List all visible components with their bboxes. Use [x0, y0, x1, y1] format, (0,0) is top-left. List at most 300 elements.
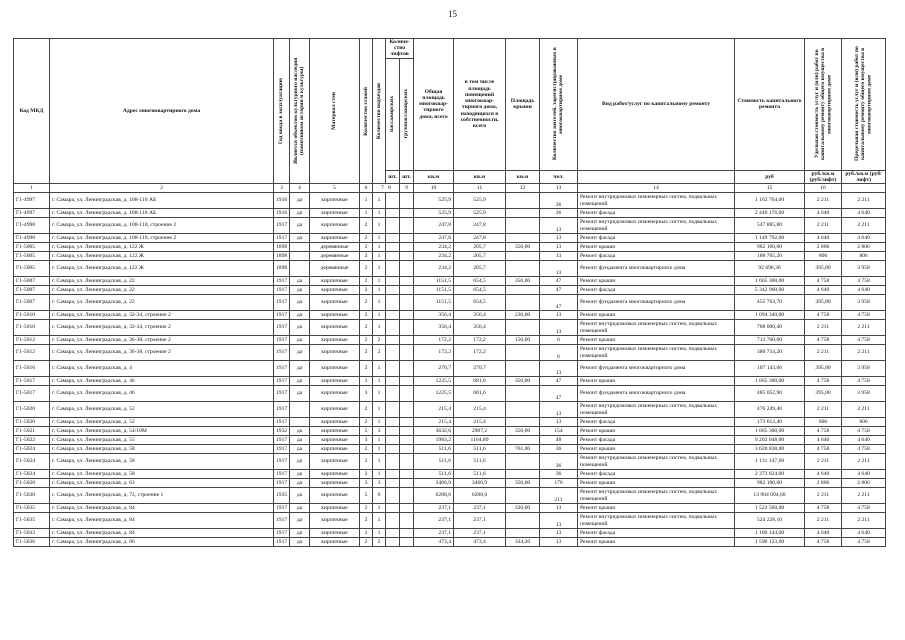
cell-owned: 3466,9 — [454, 479, 506, 488]
cell-limit: 2 211 — [842, 320, 886, 336]
cell-year: 1917 — [274, 377, 290, 386]
cell-work: Ремонт внутридомовых инженерных систем, подвальных помещений — [578, 488, 735, 504]
cell-work: Ремонт крыши — [578, 479, 735, 488]
cell-year: 1917 — [274, 538, 290, 547]
table-row — [14, 193, 886, 209]
cell-residents: 13 — [540, 504, 578, 513]
header-work-type: Вид работ/услуг по капитальному ремонту — [578, 39, 735, 171]
cell-entrances: 1 — [373, 277, 386, 286]
cell-unit: 4 640 — [805, 529, 842, 538]
cell-limit: 3 958 — [842, 261, 886, 277]
cell-limit: 2 211 — [842, 345, 886, 361]
cell-entrances: 1 — [373, 286, 386, 295]
cell-unit: 2 211 — [805, 513, 842, 529]
cell-residents: 13 — [540, 418, 578, 427]
table-row — [14, 209, 886, 218]
cell-address: г. Самара, ул. Ленинградская, д. 54/10М — [50, 427, 274, 436]
colnum: 2 — [50, 184, 274, 193]
cell-empty — [386, 234, 400, 243]
header-lifts-passenger: пассажирских — [386, 58, 400, 170]
header-lifts-cargo: грузопассажирских — [400, 58, 414, 170]
cell-code: Г1-5017 — [14, 377, 50, 386]
cell-code: Г1-5010 — [14, 311, 50, 320]
cell-total: 473,4 — [414, 538, 454, 547]
cell-total: 511,6 — [414, 445, 454, 454]
cell-residents: 13 — [540, 538, 578, 547]
cell-owned: 1164,89 — [454, 436, 506, 445]
table-row — [14, 295, 886, 311]
cell-empty — [400, 361, 414, 377]
cell-cost: 5 342 960,00 — [735, 286, 805, 295]
cell-empty — [400, 504, 414, 513]
unit-cost: руб — [735, 170, 805, 183]
cell-cost: 713 700,00 — [735, 336, 805, 345]
cell-address: г. Самара, ул. Ленинградская, д. 84 — [50, 513, 274, 529]
cell-address: г. Самара, ул. Ленинградская, д. 52 — [50, 402, 274, 418]
cell-entrances: 1 — [373, 454, 386, 470]
cell-limit: 806 — [842, 252, 886, 261]
cell-total: 3632,6 — [414, 427, 454, 436]
cell-empty — [400, 513, 414, 529]
cell-empty — [400, 436, 414, 445]
cell-floors: 3 — [360, 386, 373, 402]
cell-entrances: 2 — [373, 538, 386, 547]
table-row — [14, 479, 886, 488]
cell-walls: кирпичные — [310, 386, 360, 402]
cell-year: 1917 — [274, 454, 290, 470]
cell-owned: 215,4 — [454, 402, 506, 418]
cell-empty — [386, 345, 400, 361]
cell-work: Ремонт внутридомовых инженерных систем, подвальных помещений — [578, 218, 735, 234]
table-row — [14, 504, 886, 513]
cell-residents: 6 — [540, 336, 578, 345]
cell-walls: кирпичные — [310, 311, 360, 320]
cell-code: Г1-4998 — [14, 218, 50, 234]
cell-heritage: да — [290, 234, 310, 243]
cell-floors: 5 — [360, 488, 373, 504]
cell-residents: 13 — [540, 361, 578, 377]
unit-roof-area: кв.м — [506, 170, 540, 183]
cell-work: Ремонт крыши — [578, 445, 735, 454]
cell-floors: 2 — [360, 470, 373, 479]
cell-cost: 1 665 300,00 — [735, 377, 805, 386]
cell-cost: 524 228,10 — [735, 513, 805, 529]
cell-empty — [386, 277, 400, 286]
cell-empty — [386, 538, 400, 547]
cell-year: 1917 — [274, 345, 290, 361]
cell-residents: 47 — [540, 295, 578, 311]
cell-empty — [386, 454, 400, 470]
cell-address: г. Самара, ул. Ленинградская, д. 108-110 АБ — [50, 193, 274, 209]
cell-entrances: 1 — [373, 193, 386, 209]
cell-walls: кирпичные — [310, 454, 360, 470]
cell-code: Г1-5007 — [14, 295, 50, 311]
header-owned-area: в том числе площадь помещений многоквар-тирного дома, находящихся в собственности, всего — [454, 39, 506, 171]
cell-entrances: 1 — [373, 402, 386, 418]
cell-walls: кирпичные — [310, 513, 360, 529]
cell-walls: кирпичные — [310, 193, 360, 209]
table-row — [14, 311, 886, 320]
cell-owned: 681,6 — [454, 377, 506, 386]
cell-entrances: 1 — [373, 234, 386, 243]
cell-limit: 3 958 — [842, 295, 886, 311]
cell-empty — [386, 436, 400, 445]
cell-owned: 247,8 — [454, 234, 506, 243]
cell-floors: 2 — [360, 336, 373, 345]
cell-unit: 395,80 — [805, 361, 842, 377]
cell-empty — [386, 445, 400, 454]
cell-empty — [386, 470, 400, 479]
cell-cost: 788 000,40 — [735, 320, 805, 336]
cell-cost: 107 143,06 — [735, 361, 805, 377]
cell-work: Ремонт крыши — [578, 336, 735, 345]
cell-roof: 334,20 — [506, 538, 540, 547]
cell-address: г. Самара, ул. Ленинградская, д. 4 — [50, 361, 274, 377]
cell-code: Г1-5007 — [14, 286, 50, 295]
cell-heritage: да — [290, 361, 310, 377]
cell-limit: 2 211 — [842, 513, 886, 529]
cell-residents: 47 — [540, 277, 578, 286]
cell-floors: 1 — [360, 193, 373, 209]
cell-walls: кирпичные — [310, 234, 360, 243]
cell-residents: 13 — [540, 529, 578, 538]
cell-empty — [400, 243, 414, 252]
colnum: 4 — [290, 184, 310, 193]
cell-year: 1917 — [274, 418, 290, 427]
cell-empty — [386, 243, 400, 252]
cell-work: Ремонт крыши — [578, 377, 735, 386]
header-address: Адрес многоквартирного дома — [50, 39, 274, 184]
cell-code: Г1-5005 — [14, 243, 50, 252]
unit-work-type — [578, 170, 735, 183]
cell-limit: 4 758 — [842, 377, 886, 386]
cell-owned: 2987,2 — [454, 427, 506, 436]
cell-floors: 2 — [360, 243, 373, 252]
cell-address: г. Самара, ул. Ленинградская, д. 46 — [50, 386, 274, 402]
cell-residents: 36 — [540, 209, 578, 218]
cell-total: 1983,2 — [414, 436, 454, 445]
cell-walls: кирпичные — [310, 529, 360, 538]
cell-owned: 511,6 — [454, 445, 506, 454]
cell-walls: кирпичные — [310, 470, 360, 479]
cell-year: 1917 — [274, 445, 290, 454]
cell-roof — [506, 209, 540, 218]
cell-entrances: 1 — [373, 529, 386, 538]
cell-floors: 2 — [360, 295, 373, 311]
cell-roof — [506, 295, 540, 311]
cell-code: Г1-4997 — [14, 209, 50, 218]
cell-total: 356,4 — [414, 320, 454, 336]
cell-cost: 1 131 147,60 — [735, 454, 805, 470]
cell-unit: 806 — [805, 418, 842, 427]
cell-heritage: да — [290, 386, 310, 402]
unit-total-area: кв.м — [414, 170, 454, 183]
cell-owned: 473,4 — [454, 538, 506, 547]
cell-work: Ремонт крыши — [578, 427, 735, 436]
cell-entrances: 1 — [373, 445, 386, 454]
cell-address: г. Самара, ул. Ленинградская, д. 22 — [50, 295, 274, 311]
cell-total: 1151,5 — [414, 295, 454, 311]
cell-address: г. Самара, ул. Ленинградская, д. 108-110 АБ — [50, 209, 274, 218]
header-total-area: Общая площадь многоквар-тирного дома, всего — [414, 39, 454, 171]
cell-owned: 237,1 — [454, 504, 506, 513]
cell-empty — [400, 418, 414, 427]
cell-empty — [386, 386, 400, 402]
cell-address: г. Самара, ул. Ленинградская, д. 58 — [50, 470, 274, 479]
cell-address: г. Самара, ул. Ленинградская, д. 122 Ж — [50, 252, 274, 261]
cell-heritage: да — [290, 193, 310, 209]
cell-walls: кирпичные — [310, 427, 360, 436]
cell-walls: кирпичные — [310, 479, 360, 488]
cell-code: Г1-5035 — [14, 504, 50, 513]
cell-work: Ремонт крыши — [578, 538, 735, 547]
unit-unit-cost: руб./кв.м (руб/лифт) — [805, 170, 842, 183]
cell-entrances: 1 — [373, 261, 386, 277]
cell-residents: 176 — [540, 479, 578, 488]
table-row — [14, 470, 886, 479]
cell-roof — [506, 261, 540, 277]
cell-limit: 4 640 — [842, 286, 886, 295]
cell-unit: 4 758 — [805, 277, 842, 286]
cell-year: 1898 — [274, 243, 290, 252]
cell-roof — [506, 234, 540, 243]
cell-total: 215,4 — [414, 418, 454, 427]
table-row — [14, 454, 886, 470]
cell-empty — [400, 193, 414, 209]
cell-entrances: 1 — [373, 209, 386, 218]
cell-walls: кирпичные — [310, 445, 360, 454]
cell-empty — [386, 361, 400, 377]
colnum: 13 — [540, 184, 578, 193]
cell-unit: 2 211 — [805, 193, 842, 209]
cell-roof: 761,00 — [506, 445, 540, 454]
cell-year: 1917 — [274, 286, 290, 295]
cell-cost: 3 620 838,00 — [735, 445, 805, 454]
cell-residents: 154 — [540, 427, 578, 436]
cell-cost: 982 100,00 — [735, 243, 805, 252]
cell-unit: 4 758 — [805, 377, 842, 386]
cell-total: 215,4 — [414, 402, 454, 418]
cell-work: Ремонт крыши — [578, 504, 735, 513]
table-row — [14, 243, 886, 252]
cell-empty — [400, 454, 414, 470]
cell-cost: 455 763,70 — [735, 295, 805, 311]
cell-code: Г1-5028 — [14, 479, 50, 488]
header-floors: Количество этажей — [360, 39, 373, 184]
cell-entrances: 1 — [373, 243, 386, 252]
cell-roof — [506, 193, 540, 209]
cell-address: г. Самара, ул. Ленинградская, д. 46 — [50, 377, 274, 386]
cell-cost: 13 904 094,60 — [735, 488, 805, 504]
cell-entrances: 1 — [373, 377, 386, 386]
cell-cost: 9 202 048,00 — [735, 436, 805, 445]
cell-floors: 2 — [360, 418, 373, 427]
table-row — [14, 402, 886, 418]
cell-limit: 4 640 — [842, 470, 886, 479]
cell-empty — [400, 320, 414, 336]
cell-empty — [386, 402, 400, 418]
cell-entrances: 1 — [373, 418, 386, 427]
cell-walls: кирпичные — [310, 295, 360, 311]
cell-work: Ремонт внутридомовых инженерных систем, подвальных помещений — [578, 320, 735, 336]
cell-empty — [386, 418, 400, 427]
table-row — [14, 218, 886, 234]
cell-code: Г1-5024 — [14, 454, 50, 470]
cell-code: Г1-4997 — [14, 193, 50, 209]
cell-walls: кирпичные — [310, 361, 360, 377]
cell-entrances: 1 — [373, 218, 386, 234]
cell-empty — [386, 261, 400, 277]
cell-empty — [400, 402, 414, 418]
cell-total: 237,1 — [414, 504, 454, 513]
cell-total: 234,2 — [414, 252, 454, 261]
cell-limit: 3 958 — [842, 386, 886, 402]
cell-work: Ремонт внутридомовых инженерных систем, подвальных помещений — [578, 345, 735, 361]
cell-limit: 2 211 — [842, 454, 886, 470]
cell-floors: 2 — [360, 402, 373, 418]
cell-cost: 1 522 560,00 — [735, 504, 805, 513]
cell-year: 1917 — [274, 436, 290, 445]
cell-empty — [400, 386, 414, 402]
header-residents: Количество жителей, зарегистрированных в многоквартирном доме — [540, 39, 578, 171]
cell-code: Г1-5024 — [14, 470, 50, 479]
cell-unit: 2 806 — [805, 243, 842, 252]
cell-year: 1917 — [274, 277, 290, 286]
cell-entrances: 2 — [373, 345, 386, 361]
cell-residents: 13 — [540, 402, 578, 418]
cell-unit: 4 758 — [805, 311, 842, 320]
cell-floors: 2 — [360, 320, 373, 336]
cell-walls: кирпичные — [310, 538, 360, 547]
cell-empty — [386, 320, 400, 336]
cell-total: 172,2 — [414, 336, 454, 345]
cell-residents: 13 — [540, 261, 578, 277]
cell-walls: кирпичные — [310, 320, 360, 336]
cell-empty — [386, 488, 400, 504]
cell-heritage — [290, 402, 310, 418]
cell-floors: 2 — [360, 286, 373, 295]
cell-empty — [386, 529, 400, 538]
cell-empty — [386, 377, 400, 386]
cell-heritage: да — [290, 504, 310, 513]
cell-floors: 3 — [360, 436, 373, 445]
table-row — [14, 345, 886, 361]
cell-address: г. Самара, ул. Ленинградская, д. 84 — [50, 504, 274, 513]
cell-residents: 36 — [540, 470, 578, 479]
table-row — [14, 320, 886, 336]
cell-limit: 4 758 — [842, 277, 886, 286]
cell-address: г. Самара, ул. Ленинградская, д. 32-34, строение 2 — [50, 311, 274, 320]
cell-work: Ремонт внутридомовых инженерных систем, подвальных помещений — [578, 402, 735, 418]
cell-total: 237,1 — [414, 529, 454, 538]
cell-code: Г1-5016 — [14, 361, 50, 377]
cell-address: г. Самара, ул. Ленинградская, д. 122 Ж — [50, 261, 274, 277]
cell-walls: кирпичные — [310, 488, 360, 504]
cell-address: г. Самара, ул. Ленинградская, д. 58 — [50, 454, 274, 470]
cell-cost: 1 162 764,00 — [735, 193, 805, 209]
cell-total: 525,9 — [414, 209, 454, 218]
cell-cost: 1 590 123,60 — [735, 538, 805, 547]
cell-entrances: 1 — [373, 513, 386, 529]
cell-walls: деревянные — [310, 252, 360, 261]
cell-total: 511,6 — [414, 470, 454, 479]
cell-owned: 237,1 — [454, 529, 506, 538]
cell-entrances: 1 — [373, 386, 386, 402]
cell-limit: 4 758 — [842, 445, 886, 454]
cell-floors: 2 — [360, 513, 373, 529]
header-roof-area: Площадь крыши — [506, 39, 540, 171]
cell-work: Ремонт внутридомовых инженерных систем, подвальных помещений — [578, 513, 735, 529]
cell-cost: 476 249,40 — [735, 402, 805, 418]
cell-empty — [400, 286, 414, 295]
cell-limit: 2 211 — [842, 193, 886, 209]
table-row — [14, 436, 886, 445]
cell-roof — [506, 470, 540, 479]
cell-heritage: да — [290, 336, 310, 345]
cell-total: 234,2 — [414, 243, 454, 252]
cell-heritage: да — [290, 277, 310, 286]
cell-roof — [506, 252, 540, 261]
cell-code: Г1-5005 — [14, 261, 50, 277]
table-row — [14, 234, 886, 243]
cell-entrances: 1 — [373, 311, 386, 320]
header-year: Год ввода в эксплуатацию — [274, 39, 290, 184]
cell-entrances: 1 — [373, 504, 386, 513]
cell-roof — [506, 488, 540, 504]
cell-heritage: да — [290, 320, 310, 336]
cell-total: 172,2 — [414, 345, 454, 361]
cell-code: Г1-5012 — [14, 345, 50, 361]
table-row — [14, 427, 886, 436]
header-heritage: Является объектом культурного наследия (памятником истории и культуры) — [290, 39, 310, 184]
cell-year: 1917 — [274, 295, 290, 311]
cell-unit: 2 211 — [805, 345, 842, 361]
cell-empty — [400, 311, 414, 320]
table-row — [14, 386, 886, 402]
cell-work: Ремонт крыши — [578, 311, 735, 320]
cell-address: г. Самара, ул. Ленинградская, д. 72, строение 1 — [50, 488, 274, 504]
cell-empty — [400, 488, 414, 504]
cell-code: Г1-5005 — [14, 252, 50, 261]
table-row — [14, 361, 886, 377]
cell-residents: 47 — [540, 386, 578, 402]
colnum: 14 — [578, 184, 735, 193]
cell-owned: 654,5 — [454, 295, 506, 311]
cell-address: г. Самара, ул. Ленинградская, д. 58 — [50, 445, 274, 454]
cell-floors: 2 — [360, 234, 373, 243]
cell-roof — [506, 218, 540, 234]
header-unit-cost: Удельная стоимость услуг и (или) работ по капитальному ремонту общего имущества в многоквартирном доме — [805, 39, 842, 171]
cell-empty — [400, 252, 414, 261]
cell-empty — [386, 336, 400, 345]
cell-walls: кирпичные — [310, 418, 360, 427]
cell-code: Г1-5022 — [14, 436, 50, 445]
cell-unit: 4 758 — [805, 427, 842, 436]
cell-roof — [506, 402, 540, 418]
cell-unit: 4 758 — [805, 445, 842, 454]
cell-empty — [386, 479, 400, 488]
header-limit-cost: Предельная стоимость услуг и (или) работ по капитальному ремонту общего имущества в многоквартирном доме — [842, 39, 886, 171]
cell-roof: 320,00 — [506, 504, 540, 513]
table-row — [14, 445, 886, 454]
cell-entrances: 1 — [373, 295, 386, 311]
header-lifts: Количе-ство лифтов — [386, 39, 414, 59]
cell-roof: 150,00 — [506, 336, 540, 345]
colnum: 16 — [805, 184, 842, 193]
cell-walls: кирпичные — [310, 377, 360, 386]
colnum: 15 — [735, 184, 805, 193]
cell-total: 247,8 — [414, 234, 454, 243]
